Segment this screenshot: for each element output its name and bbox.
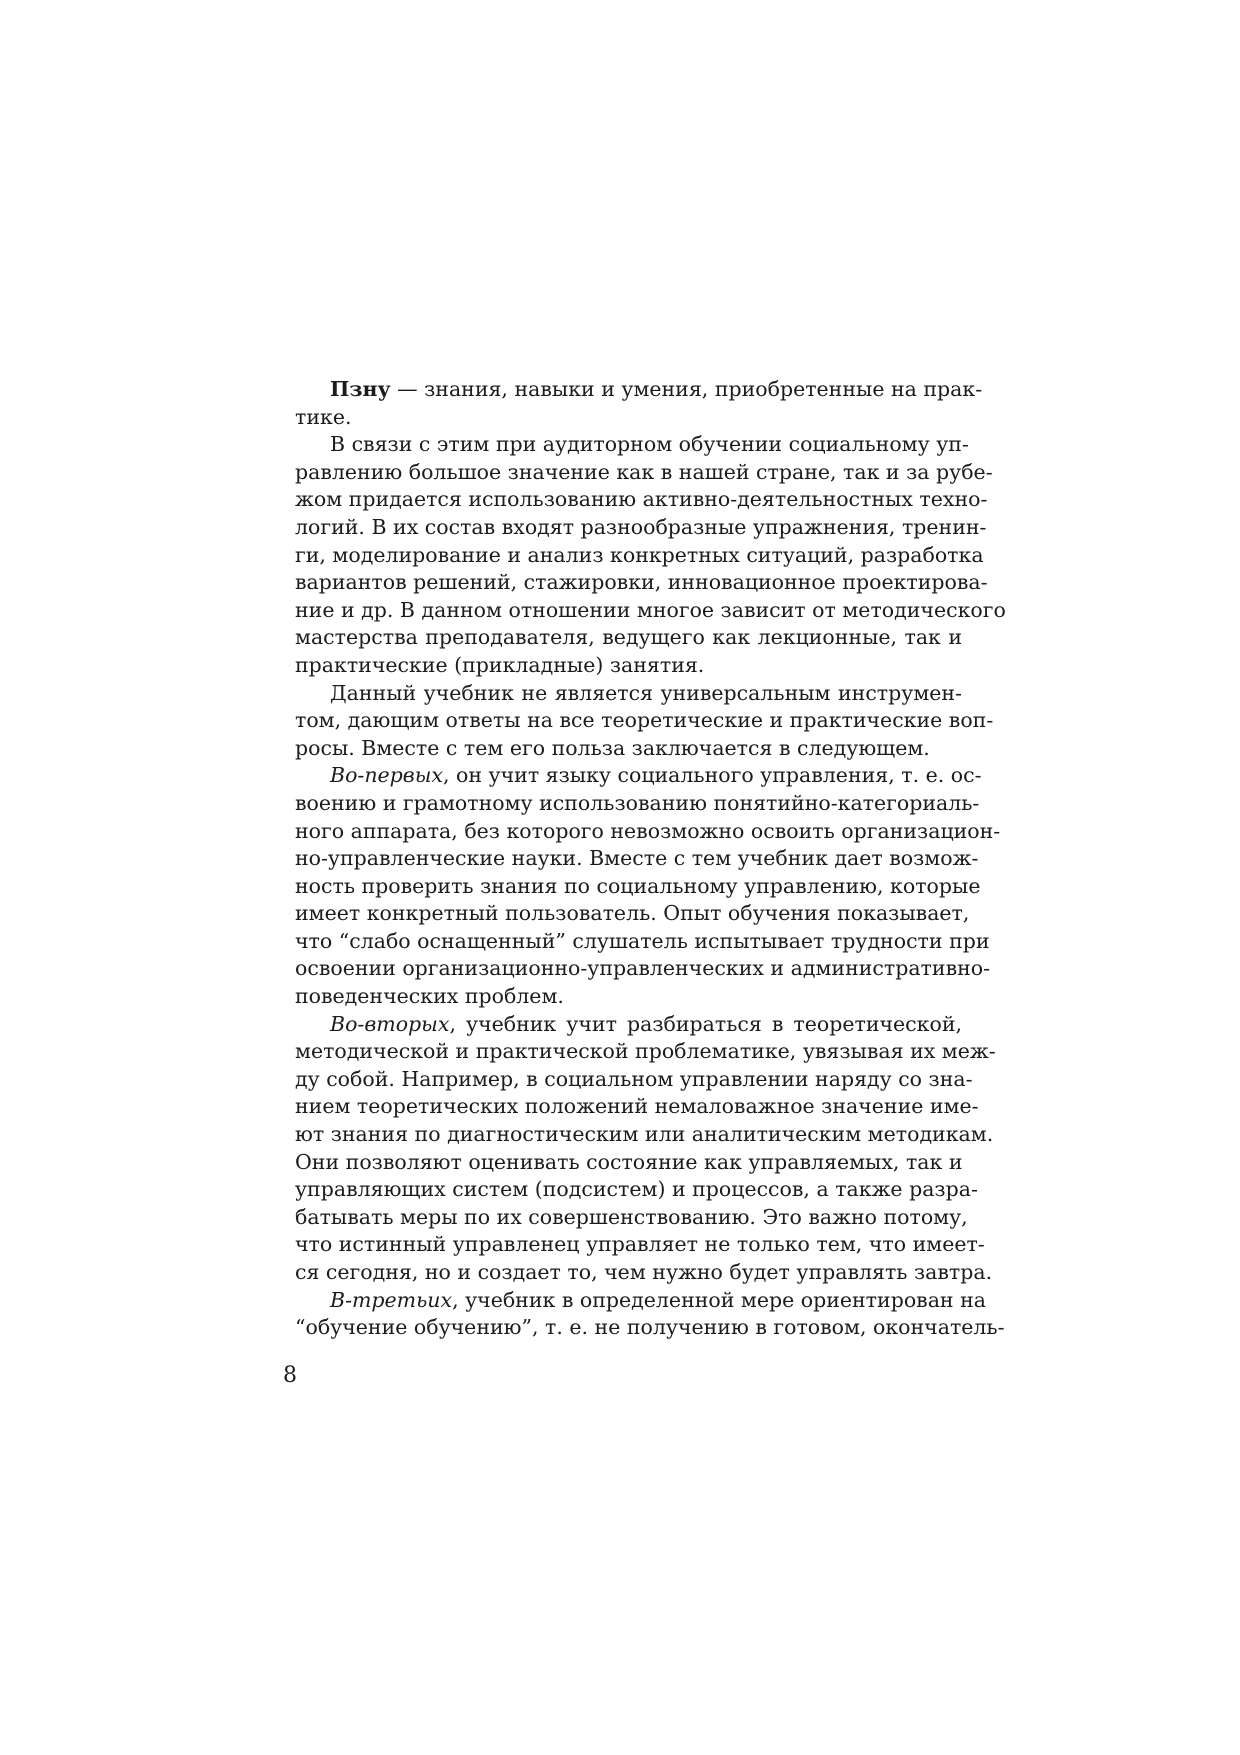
line-text: Они позволяют оценивать состояние как управляемых, так и [295,1149,963,1174]
text-line [295,680,962,708]
text-line [295,928,990,956]
line-text: “обучение обучению”, т. е. не получению в готовом, окончатель- [295,1315,1005,1340]
text-line [295,1176,978,1204]
text-line [295,900,970,928]
paragraph [295,431,1006,679]
line-text: вариантов решений, стажировки, инновационное проектирова- [295,570,988,595]
text-line [295,1314,1005,1342]
line-text: В связи с этим при аудиторном обучении социальному уп- [330,432,969,457]
text-line [295,1231,985,1259]
text-line [295,486,988,514]
text-line [295,818,1001,846]
emphasis-word: Во-вторых [330,1011,450,1036]
line-text: что истинный управленец управляет не только тем, что имеет- [295,1232,985,1257]
text-line [295,597,1006,625]
line-text: практические (прикладные) занятия. [295,652,705,677]
text-line [295,955,991,983]
text-line [295,873,981,901]
text-line [295,459,993,487]
text-line [295,542,984,570]
text-line [295,790,980,818]
line-text: , он учит языку социального управления, т. е. ос- [442,763,982,788]
text-line [295,1038,996,1066]
paragraph [295,1011,996,1287]
text-line [295,1011,962,1039]
line-text: том, дающим ответы на все теоретические и практические воп- [295,708,994,733]
text-line [295,762,982,790]
text-line [295,1204,968,1232]
line-text: росы. Вместе с тем его польза заключается в следующем. [295,735,930,760]
line-text: поведенческих проблем. [295,984,564,1009]
line-text: — знания, навыки и умения, приобретенные на прак- [390,377,983,401]
paragraph [295,1287,1005,1342]
text-line [295,1121,994,1149]
text-line [295,1287,986,1315]
line-text: ся сегодня, но и создает то, чем нужно будет управлять завтра. [295,1260,993,1284]
paragraph [295,680,994,763]
emphasis-word: В-третьих [330,1287,453,1312]
body-text [295,376,1006,1342]
text-line [295,652,962,680]
line-text: ги, моделирование и анализ конкретных ситуаций, разработка [295,542,984,567]
text-line [295,845,979,873]
line-text: логий. В их состав входят разнообразные упражнения, тренин- [295,514,987,539]
line-text: методической и практической проблематике, увязывая их меж- [295,1039,996,1064]
page-number: 8 [283,1363,297,1388]
line-text: ние и др. В данном отношении многое зависит от методического [295,597,1006,622]
line-text: ного аппарата, без которого невозможно освоить организацион- [295,818,1001,843]
text-line [295,707,994,735]
line-text: но-управленческие науки. Вместе с тем учебник дает возмож- [295,846,979,871]
paragraph [295,762,1001,1010]
text-line [295,404,962,432]
line-text: равлению большое значение как в нашей стране, так и за рубе- [295,459,993,484]
text-line [295,569,988,597]
line-text: воению и грамотному использованию понятийно-категориаль- [295,790,980,815]
line-text: управляющих систем (подсистем) и процессов, а также разра- [295,1177,978,1202]
line-text: освоении организационно-управленческих и административно- [295,956,991,981]
line-text: что “слабо оснащенный” слушатель испытывает трудности при [295,928,990,953]
emphasis-word: Во-первых [330,763,443,788]
paragraph [295,376,983,431]
line-text: , учебник в определенной мере ориентирован на [452,1287,986,1312]
term-abbreviation: Пзну [330,377,391,401]
text-line [295,431,969,459]
line-text: батывать меры по их совершенствованию. Это важно потому, [295,1204,968,1229]
line-text: имеет конкретный пользователь. Опыт обучения показывает, [295,901,970,926]
text-line [295,1259,993,1287]
text-line [295,1149,962,1177]
text-line [295,1093,979,1121]
line-text: Данный учебник не является универсальным инструмен- [330,680,962,705]
text-line [295,735,962,763]
line-text: тике. [295,404,352,429]
text-line [295,624,962,652]
line-text: мастерства преподавателя, ведущего как лекционные, так и [295,625,962,650]
line-text: нием теоретических положений немаловажное значение име- [295,1094,979,1119]
line-text: ют знания по диагностическим или аналитическим методикам. [295,1122,994,1147]
text-line [295,514,987,542]
text-line [295,983,962,1011]
line-text: ность проверить знания по социальному управлению, которые [295,873,981,898]
line-text: жом придается использованию активно-деятельностных техно- [295,487,988,512]
line-text: ду собой. Например, в социальном управлении наряду со зна- [295,1066,973,1091]
line-text: , учебник учит разбираться в теоретической, [449,1011,962,1036]
text-line [295,376,983,404]
text-line [295,1066,973,1094]
